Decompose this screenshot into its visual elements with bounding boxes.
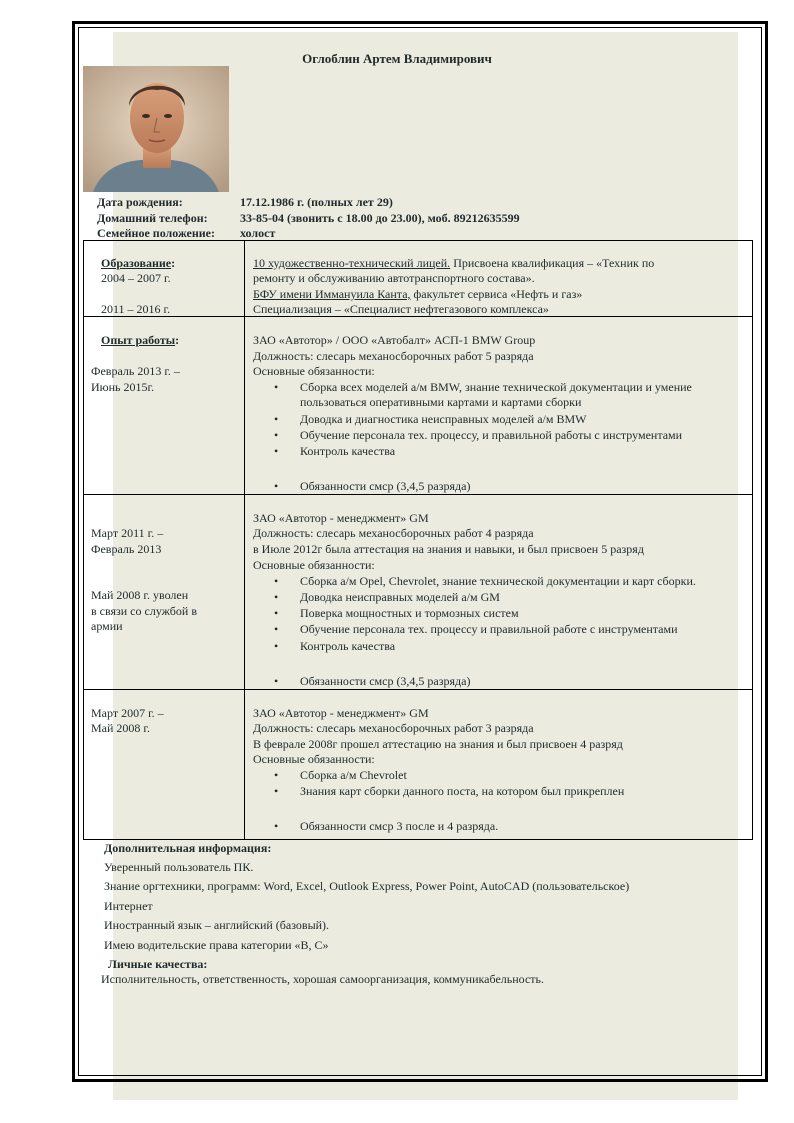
job3-duty: Сборка а/м Chevrolet <box>300 768 407 782</box>
job2-duty: Контроль качества <box>300 639 396 653</box>
phone-label: Домашний телефон: <box>97 211 208 225</box>
table-border-left <box>83 240 84 840</box>
job1-duty: Сборка всех моделей а/м BMW, знание технической документации и умение <box>300 380 692 394</box>
job2-note-line: Май 2008 г. уволен <box>91 588 189 602</box>
bullet-dot: • <box>274 639 279 653</box>
additional-info-item: Знание оргтехники, программ: Word, Excel, Outlook Express, Power Point, AutoCAD (пользовательское) <box>104 879 630 893</box>
bullet-dot: • <box>274 768 279 782</box>
bullet-dot: • <box>274 606 279 620</box>
table-border-right <box>752 240 753 840</box>
marital-label: Семейное положение: <box>97 226 216 240</box>
job1-company: ЗАО «Автотор» / ООО «Автобалт» АСП-1 BMW Group <box>253 333 536 347</box>
job1-duty: Обучение персонала тех. процессу, и правильной работы с инструментами <box>300 428 683 442</box>
bullet-dot: • <box>274 444 279 458</box>
job1-duty: Контроль качества <box>300 444 396 458</box>
additional-info-item: Уверенный пользователь ПК. <box>104 860 254 874</box>
birth-date-value: 17.12.1986 г. (полных лет 29) <box>240 195 393 209</box>
job1-duty: Обязанности смср (3,4,5 разряда) <box>300 479 471 493</box>
job1-duty: Доводка и диагностика неисправных моделей а/м BMW <box>300 412 587 426</box>
table-border-top <box>83 240 753 241</box>
job3-position: Должность: слесарь механосборочных работ 3 разряда <box>253 721 534 735</box>
bullet-dot: • <box>274 428 279 442</box>
job2-period-start: Март 2011 г. – <box>91 526 164 540</box>
education-line-1: 10 художественно-технический лицей. Присвоена квалификация – «Техник по <box>253 256 655 270</box>
education-period-1: 2004 – 2007 г. <box>101 271 171 285</box>
bullet-dot: • <box>274 479 279 493</box>
job2-position: Должность: слесарь механосборочных работ 4 разряда <box>253 526 534 540</box>
portrait-photo <box>83 66 229 192</box>
additional-info-item: Интернет <box>104 899 153 913</box>
phone-value: 33-85-04 (звонить с 18.00 до 23.00), моб. 89212635599 <box>240 211 520 225</box>
bullet-dot: • <box>274 674 279 688</box>
job2-attestation: в Июле 2012г была аттестация на знания и навыки, и был присвоен 5 разряд <box>253 542 644 556</box>
job2-duty: Доводка неисправных моделей а/м GM <box>300 590 500 604</box>
education-heading: Образование: <box>101 256 176 270</box>
marital-value: холост <box>240 226 276 240</box>
bullet-dot: • <box>274 590 279 604</box>
job1-position: Должность: слесарь механосборочных работ 5 разряда <box>253 349 534 363</box>
additional-info-item: Иностранный язык – английский (базовый). <box>104 918 330 932</box>
job2-note-line: армии <box>91 619 123 633</box>
bullet-dot: • <box>274 412 279 426</box>
job1-duty-continued: пользоваться оперативными картами и картами сборки <box>300 395 582 409</box>
job2-duty: Поверка мощностных и тормозных систем <box>300 606 519 620</box>
additional-info-heading: Дополнительная информация: <box>104 841 272 855</box>
job3-duties-label: Основные обязанности: <box>253 752 375 766</box>
job2-duty: Сборка а/м Opel, Chevrolet, знание технической документации и карт сборки. <box>300 574 696 588</box>
table-column-divider <box>244 240 245 840</box>
job1-period-end: Июнь 2015г. <box>91 380 155 394</box>
table-border-bottom <box>83 839 753 840</box>
job2-note-line: в связи со службой в <box>91 604 197 618</box>
experience-table <box>83 240 753 840</box>
job2-company: ЗАО «Автотор - менеджмент» GM <box>253 511 429 525</box>
job1-duties-label: Основные обязанности: <box>253 364 375 378</box>
job2-duty: Обучение персонала тех. процессу и правильной работе с инструментами <box>300 622 678 636</box>
personal-qualities-text: Исполнительность, ответственность, хорошая самоорганизация, коммуникабельность. <box>101 972 544 986</box>
personal-qualities-heading: Личные качества: <box>108 957 208 971</box>
birth-date-label: Дата рождения: <box>97 195 183 209</box>
bullet-dot: • <box>274 380 279 394</box>
education-period-2: 2011 – 2016 г. <box>101 302 171 316</box>
job2-duty: Обязанности смср (3,4,5 разряда) <box>300 674 471 688</box>
bullet-dot: • <box>274 819 279 833</box>
job3-company: ЗАО «Автотор - менеджмент» GM <box>253 706 429 720</box>
additional-info-item: Имею водительские права категории «В, С» <box>104 938 329 952</box>
education-line-4: Специализация – «Специалист нефтегазового комплекса» <box>253 302 549 316</box>
work-heading: Опыт работы: <box>101 333 180 347</box>
job2-period-end: Февраль 2013 <box>91 542 162 556</box>
bullet-dot: • <box>274 574 279 588</box>
education-line-2: ремонту и обслуживанию автотранспортного состава». <box>253 271 535 285</box>
bullet-dot: • <box>274 784 279 798</box>
job3-period-end: Май 2008 г. <box>91 721 150 735</box>
job3-duty: Знания карт сборки данного поста, на котором был прикреплен <box>300 784 625 798</box>
bullet-dot: • <box>274 622 279 636</box>
job3-period-start: Март 2007 г. – <box>91 706 164 720</box>
job3-attestation: В феврале 2008г прошел аттестацию на знания и был присвоен 4 разряд <box>253 737 623 751</box>
resume-name-title: Оглоблин Артем Владимирович <box>302 51 492 66</box>
education-line-3: БФУ имени Иммануила Канта, факультет сервиса «Нефть и газ» <box>253 287 583 301</box>
job2-duties-label: Основные обязанности: <box>253 558 375 572</box>
job3-duty: Обязанности смср 3 после и 4 разряда. <box>300 819 499 833</box>
job1-period-start: Февраль 2013 г. – <box>91 364 180 378</box>
